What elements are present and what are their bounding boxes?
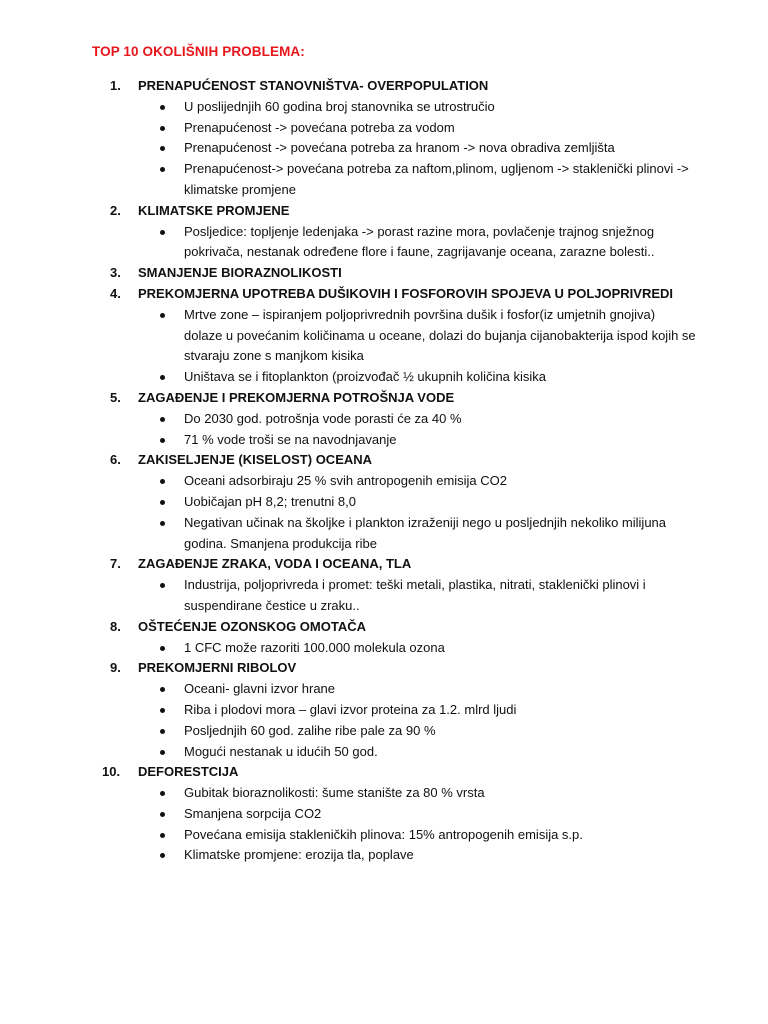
problem-6 (92, 450, 728, 554)
problem-9 (92, 658, 728, 762)
problem-number: 8. (110, 618, 121, 634)
bullet-item: Riba i plodovi mora – glavi izvor proteina za 1.2. mlrd ljudi (138, 700, 728, 721)
problem-title: ZAKISELJENJE (KISELOST) OCEANA (138, 452, 373, 468)
bullet-item: Oceani- glavni izvor hrane (138, 679, 728, 700)
problem-title: ZAGAĐENJE ZRAKA, VODA I OCEANA, TLA (138, 556, 412, 572)
problem-title: ZAGAĐENJE I PREKOMJERNA POTROŠNJA VODE (138, 389, 455, 405)
bullet-item: 1 CFC može razoriti 100.000 molekula ozona (138, 638, 728, 659)
bullet-item: Prenapućenost -> povećana potreba za vodom (138, 118, 728, 139)
bullet-list (138, 783, 728, 866)
bullet-list (138, 575, 728, 617)
problem-10 (92, 762, 728, 866)
bullet-list (138, 638, 728, 659)
document-title: TOP 10 OKOLIŠNIH PROBLEMA: (92, 44, 305, 59)
problem-title: PREKOMJERNA UPOTREBA DUŠIKOVIH I FOSFOROVIH SPOJEVA U POLJOPRIVREDI (138, 285, 673, 301)
bullet-list (138, 679, 728, 762)
bullet-item: Mogući nestanak u idućih 50 god. (138, 742, 728, 763)
bullet-item: Negativan učinak na školjke i plankton izraženiji nego u posljednjih nekoliko milijuna godina. Smanjena produkcija ribe (138, 513, 728, 555)
problem-title: PRENAPUĆENOST STANOVNIŠTVA- OVERPOPULATION (138, 78, 489, 93)
problem-number: 4. (110, 285, 121, 301)
problem-title: KLIMATSKE PROMJENE (138, 202, 290, 218)
problem-number: 5. (110, 389, 121, 405)
bullet-list (138, 409, 728, 451)
problem-number: 9. (110, 660, 121, 676)
problem-title: SMANJENJE BIORAZNOLIKOSTI (138, 265, 342, 281)
bullet-item: Povećana emisija stakleničkih plinova: 15% antropogenih emisija s.p. (138, 825, 728, 846)
bullet-item: Smanjena sorpcija CO2 (138, 804, 728, 825)
bullet-item: Posljedice: topljenje ledenjaka -> porast razine mora, povlačenje trajnog snježnog pokrivača, nestanak određene flore i faune, zagrijavanje oceana, zarazne bolesti.. (138, 222, 728, 264)
bullet-item: Posljednjih 60 god. zalihe ribe pale za 90 % (138, 721, 728, 742)
problem-number: 6. (110, 452, 121, 468)
bullet-item: Gubitak bioraznolikosti: šume stanište za 80 % vrsta (138, 783, 728, 804)
problem-5 (92, 388, 728, 450)
bullet-list (138, 222, 728, 264)
bullet-item: Klimatske promjene: erozija tla, poplave (138, 845, 728, 866)
bullet-item: Uništava se i fitoplankton (proizvođač ½ ukupnih količina kisika (138, 367, 728, 388)
problem-8 (92, 617, 728, 659)
problem-number: 2. (110, 202, 121, 218)
bullet-item: Oceani adsorbiraju 25 % svih antropogenih emisija CO2 (138, 471, 728, 492)
problem-number: 10. (102, 764, 121, 780)
problem-1 (92, 76, 728, 201)
bullet-item: 71 % vode troši se na navodnjavanje (138, 430, 728, 451)
problem-4 (92, 284, 728, 388)
bullet-item: Prenapućenost-> povećana potreba za naftom,plinom, ugljenom -> staklenički plinovi -> klimatske promjene (138, 159, 728, 201)
bullet-item: U poslijednjih 60 godina broj stanovnika se utrostručio (138, 97, 728, 118)
problem-number: 7. (110, 556, 121, 572)
problem-7 (92, 554, 728, 616)
problem-title: PREKOMJERNI RIBOLOV (138, 660, 297, 676)
problems-list (92, 76, 728, 866)
bullet-item: Industrija, poljoprivreda i promet: teški metali, plastika, nitrati, staklenički plinovi i suspendirane čestice u zraku.. (138, 575, 728, 617)
bullet-item: Uobičajan pH 8,2; trenutni 8,0 (138, 492, 728, 513)
problem-number: 1. (110, 78, 121, 93)
problem-3 (92, 263, 728, 284)
problem-number: 3. (110, 265, 121, 281)
bullet-list (138, 97, 728, 201)
problem-title: DEFORESTCIJA (138, 764, 239, 780)
problem-2 (92, 201, 728, 263)
bullet-item: Prenapućenost -> povećana potreba za hranom -> nova obradiva zemljišta (138, 138, 728, 159)
problem-title: OŠTEĆENJE OZONSKOG OMOTAČA (138, 618, 366, 634)
bullet-list (138, 471, 728, 554)
bullet-list (138, 305, 728, 388)
bullet-item: Do 2030 god. potrošnja vode porasti će za 40 % (138, 409, 728, 430)
bullet-item: Mrtve zone – ispiranjem poljoprivrednih površina dušik i fosfor(iz umjetnih gnojiva) dolaze u povećanim količinama u oceane, dolazi do bujanja cijanobakterija ispod kojih se stvaraju zone s manjkom kisika (138, 305, 728, 367)
